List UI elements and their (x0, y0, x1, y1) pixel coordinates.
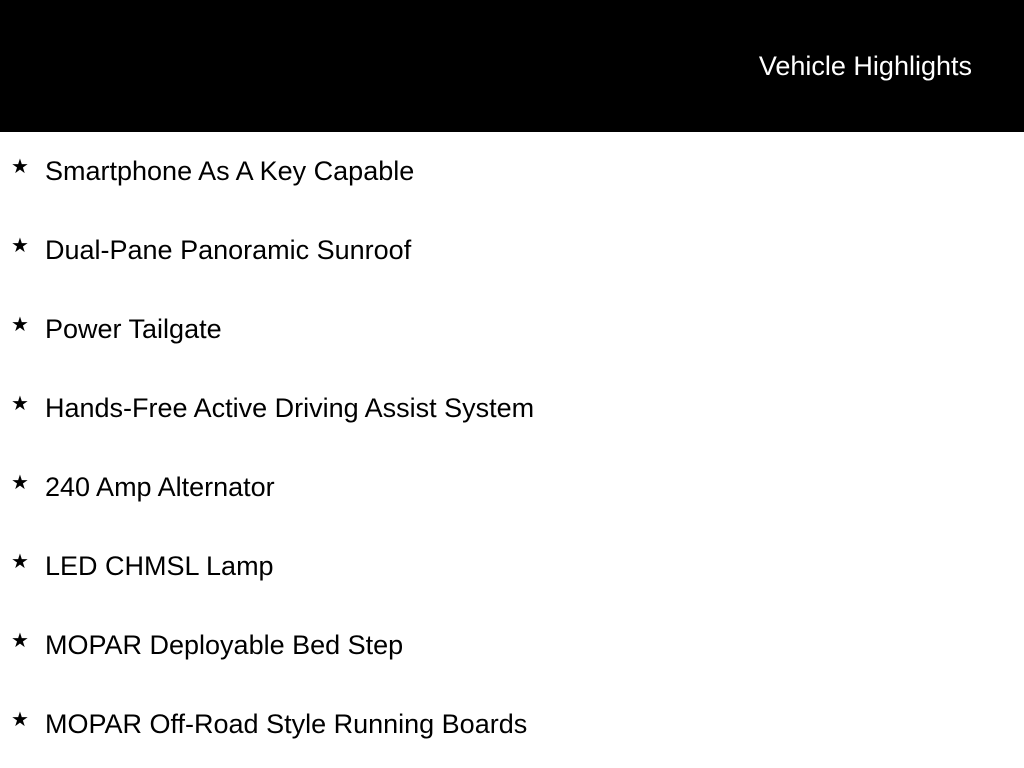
star-icon: ★ (11, 709, 29, 731)
page-title: Vehicle Highlights (758, 51, 972, 81)
star-icon: ★ (11, 235, 29, 257)
highlight-label: MOPAR Off-Road Style Running Boards (45, 709, 528, 739)
highlight-label: Smartphone As A Key Capable (45, 156, 415, 186)
list-item (0, 290, 1024, 369)
list-item (0, 369, 1024, 448)
highlight-label: Power Tailgate (45, 314, 222, 344)
highlight-label: Dual-Pane Panoramic Sunroof (45, 235, 412, 265)
list-item (0, 132, 1024, 211)
highlight-label: MOPAR Deployable Bed Step (45, 630, 404, 660)
star-icon: ★ (11, 630, 29, 652)
star-icon: ★ (11, 393, 29, 415)
list-item (0, 527, 1024, 606)
highlight-label: LED CHMSL Lamp (45, 551, 274, 581)
list-item (0, 211, 1024, 290)
header-bar (0, 0, 1024, 132)
star-icon: ★ (11, 551, 29, 573)
list-item (0, 685, 1024, 764)
highlights-list (0, 132, 1024, 764)
star-icon: ★ (11, 156, 29, 178)
list-item (0, 606, 1024, 685)
highlight-label: Hands-Free Active Driving Assist System (45, 393, 535, 423)
highlight-label: 240 Amp Alternator (45, 472, 275, 502)
star-icon: ★ (11, 314, 29, 336)
list-item (0, 448, 1024, 527)
star-icon: ★ (11, 472, 29, 494)
